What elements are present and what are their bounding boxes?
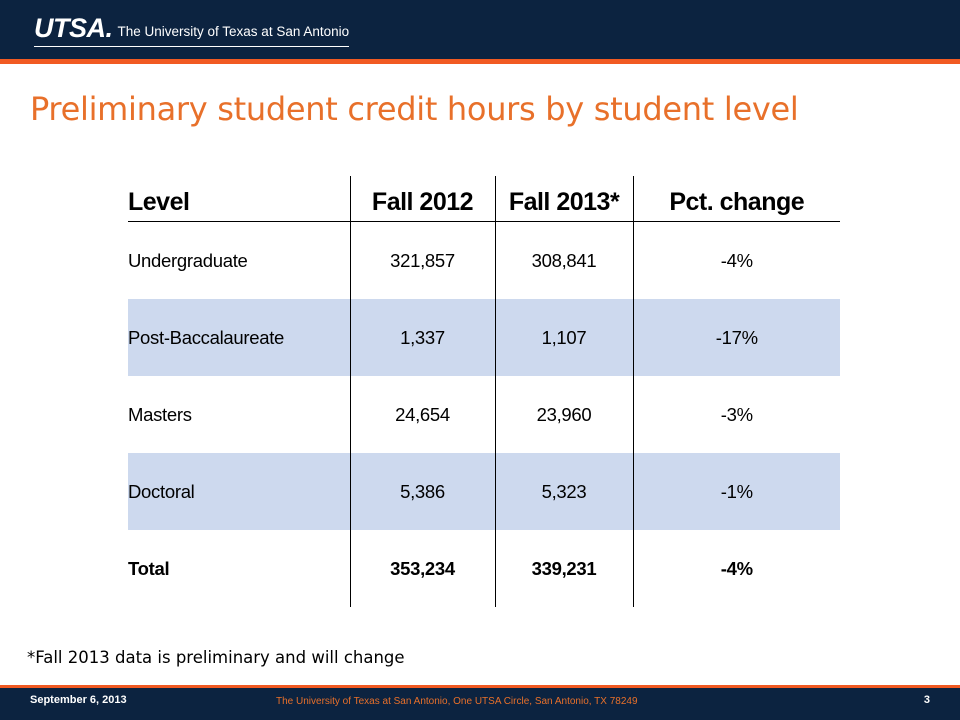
cell-fall-2012: 24,654	[350, 376, 495, 453]
cell-level: Total	[128, 557, 170, 579]
cell-level: Undergraduate	[128, 249, 248, 271]
table-row	[128, 453, 840, 530]
cell-level: Post-Baccalaureate	[128, 299, 350, 376]
table-header-row	[128, 176, 840, 222]
table-row	[128, 376, 840, 453]
utsa-logo	[34, 12, 349, 42]
cell-fall-2012: 353,234	[350, 530, 495, 607]
cell-level: Doctoral	[128, 453, 350, 530]
cell-fall-2013: 5,323	[495, 453, 633, 530]
footer-address: The University of Texas at San Antonio, One UTSA Circle, San Antonio, TX 78249	[276, 696, 638, 707]
table-total-row	[128, 530, 840, 607]
column-header-level: Level	[128, 176, 350, 222]
column-header-fall-2013: Fall 2013*	[495, 176, 633, 222]
credit-hours-table	[128, 176, 840, 607]
cell-pct-change: -3%	[633, 376, 840, 453]
logo-text: The University of Texas at San Antonio	[117, 24, 350, 39]
header-accent-stripe	[0, 59, 960, 64]
slide-title: Preliminary student credit hours by student level	[30, 90, 799, 128]
cell-fall-2012: 1,337	[350, 299, 495, 376]
cell-pct-change: -4%	[633, 222, 840, 300]
logo-underline	[34, 46, 349, 48]
logo-mark: UTSA.	[34, 13, 113, 43]
cell-fall-2013: 23,960	[495, 376, 633, 453]
cell-fall-2013: 1,107	[495, 299, 633, 376]
column-header-pct-change: Pct. change	[633, 176, 840, 222]
footer-date: September 6, 2013	[30, 694, 127, 706]
table-row	[128, 299, 840, 376]
cell-pct-change: -4%	[633, 530, 840, 607]
cell-pct-change: -17%	[633, 299, 840, 376]
footnote: *Fall 2013 data is preliminary and will change	[27, 648, 405, 667]
cell-fall-2013: 339,231	[495, 530, 633, 607]
cell-pct-change: -1%	[633, 453, 840, 530]
cell-fall-2012: 5,386	[350, 453, 495, 530]
cell-level: Masters	[128, 403, 192, 425]
page-number: 3	[923, 694, 930, 706]
table-row	[128, 222, 840, 300]
cell-fall-2012: 321,857	[350, 222, 495, 300]
cell-fall-2013: 308,841	[495, 222, 633, 300]
column-header-fall-2012: Fall 2012	[350, 176, 495, 222]
